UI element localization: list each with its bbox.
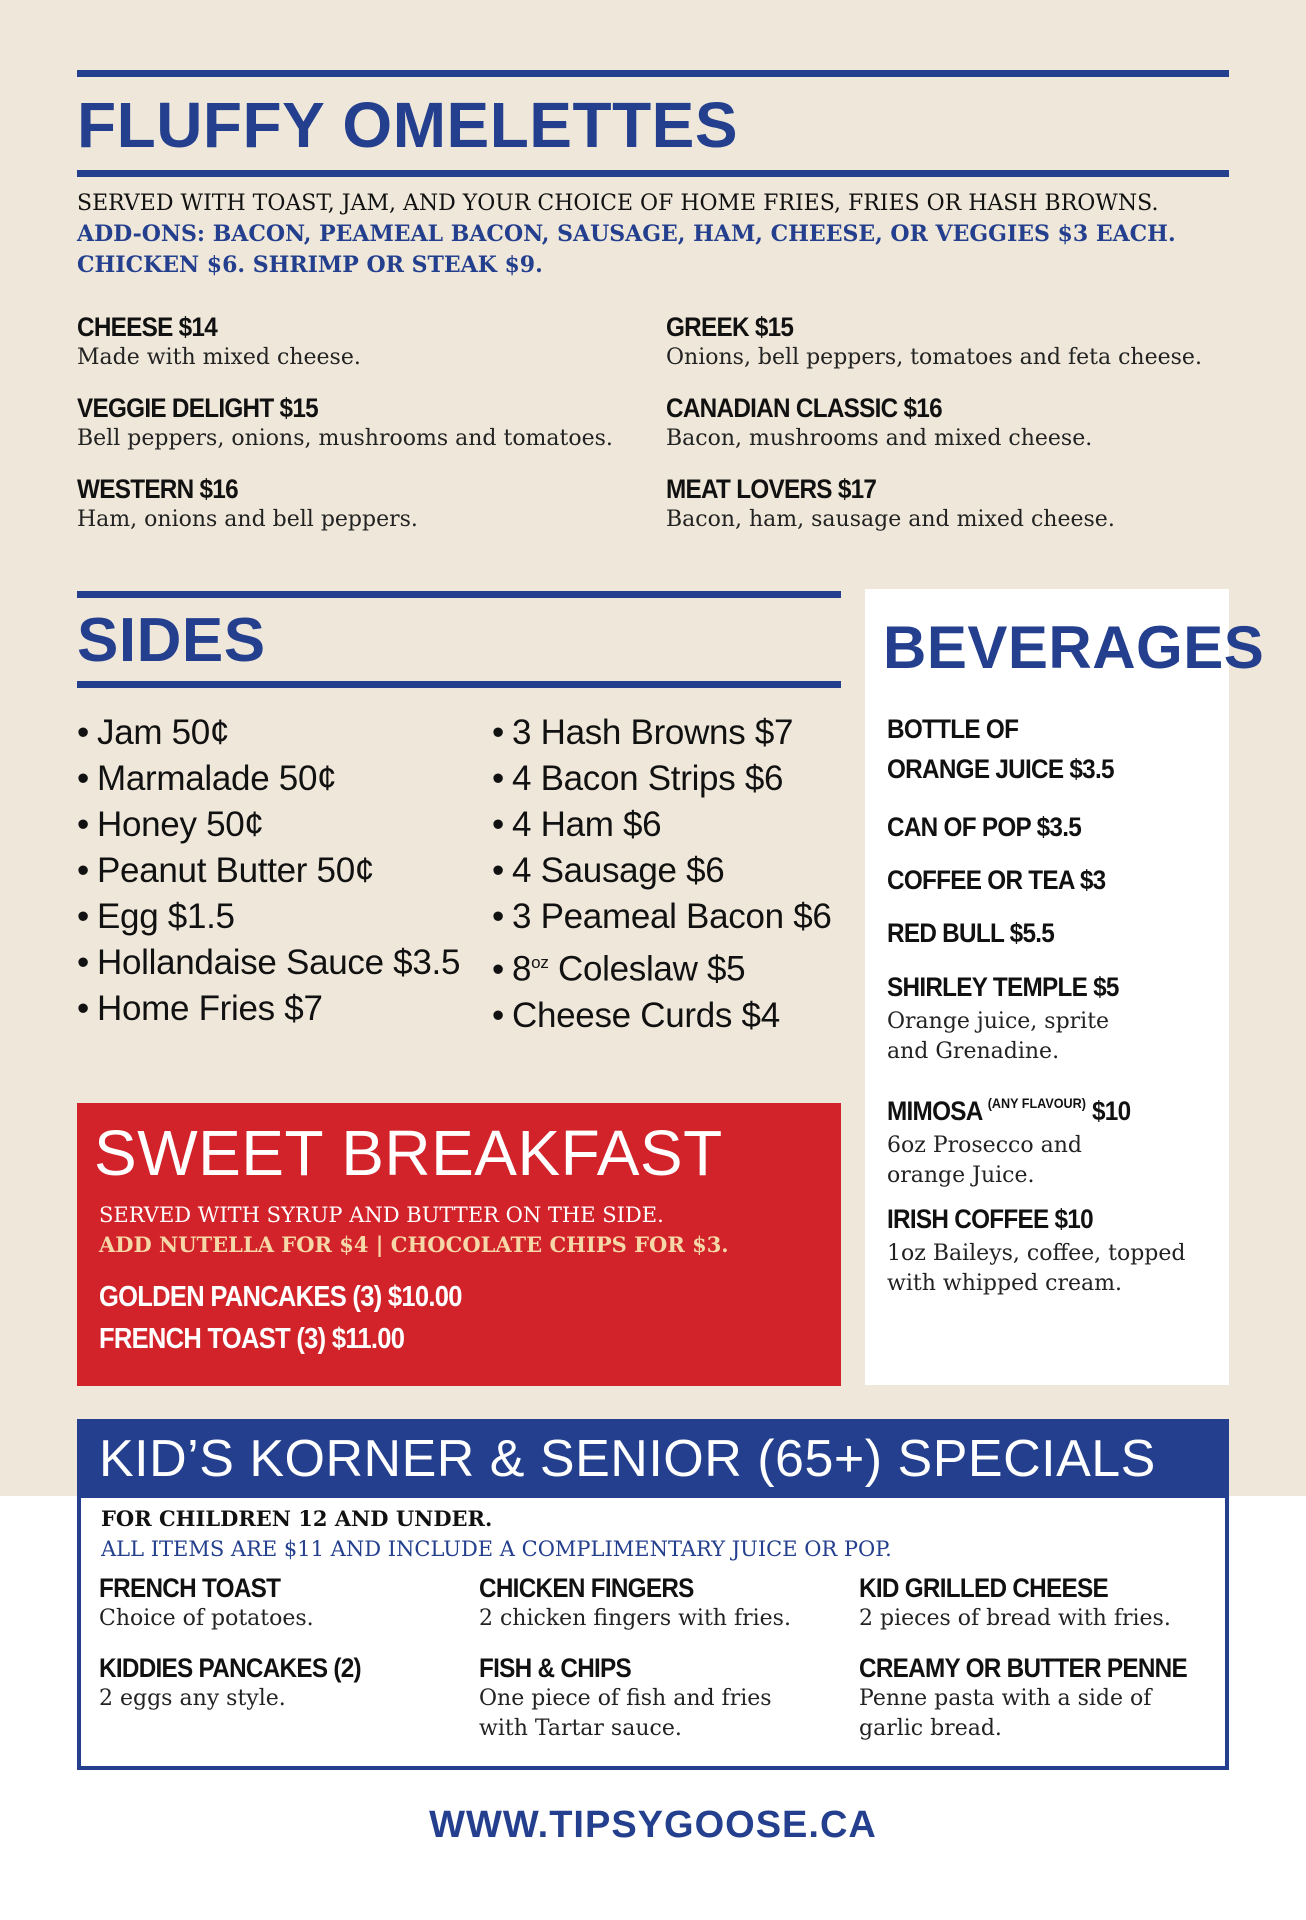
omelette-desc: Bell peppers, onions, mushrooms and tomatoes. xyxy=(77,426,613,451)
omelette-title: CHEESE $14 xyxy=(77,312,218,342)
omelettes-intro xyxy=(77,188,1176,281)
beverage-item xyxy=(887,913,1217,953)
sweet-breakfast-items xyxy=(99,1276,511,1360)
omelettes-rule xyxy=(77,170,1229,177)
side-item: • Jam 50¢ xyxy=(77,713,230,752)
kids-item xyxy=(479,1653,849,1744)
kids-item xyxy=(859,1653,1229,1744)
side-item: • Egg $1.5 xyxy=(77,897,235,936)
beverage-desc: 6oz Prosecco and xyxy=(887,1133,1082,1158)
top-rule xyxy=(77,70,1229,77)
side-item: • Home Fries $7 xyxy=(77,989,323,1028)
beverages-section xyxy=(865,589,1265,1385)
sweet-addons-line: ADD NUTELLA FOR $4 | CHOCOLATE CHIPS FOR $3. xyxy=(99,1232,729,1257)
beverage-item xyxy=(887,709,1217,789)
beverage-item xyxy=(887,967,1217,1067)
omelette-item xyxy=(77,474,657,535)
sweet-breakfast-section xyxy=(77,1103,841,1386)
omelette-desc: Made with mixed cheese. xyxy=(77,345,361,370)
beverage-title: CAN OF POP $3.5 xyxy=(887,812,1082,842)
beverage-title: ORANGE JUICE $3.5 xyxy=(887,754,1114,784)
side-item: • 4 Bacon Strips $6 xyxy=(492,759,784,798)
kids-item-desc: One piece of fish and fries xyxy=(479,1686,772,1711)
kids-item xyxy=(99,1653,469,1714)
sweet-breakfast-heading: SWEET BREAKFAST xyxy=(94,1117,723,1189)
beverage-desc: with whipped cream. xyxy=(887,1271,1122,1296)
sides-top-rule xyxy=(77,591,841,598)
omelette-title: MEAT LOVERS $17 xyxy=(666,474,877,504)
omelette-title: GREEK $15 xyxy=(666,312,794,342)
kids-item-desc: with Tartar sauce. xyxy=(479,1716,682,1741)
omelette-item xyxy=(666,393,1246,454)
omelette-desc: Ham, onions and bell peppers. xyxy=(77,507,418,532)
kids-item-title: CREAMY OR BUTTER PENNE xyxy=(859,1653,1187,1683)
beverage-title: SHIRLEY TEMPLE $5 xyxy=(887,972,1119,1002)
sweet-intro-line: SERVED WITH SYRUP AND BUTTER ON THE SIDE. xyxy=(99,1203,664,1227)
side-item: • Peanut Butter 50¢ xyxy=(77,851,375,890)
kids-heading-bar xyxy=(81,1423,1225,1498)
beverage-title: BOTTLE OF xyxy=(887,714,1019,744)
kids-intro-line: ALL ITEMS ARE $11 AND INCLUDE A COMPLIMENTARY JUICE OR POP. xyxy=(101,1537,892,1561)
beverage-desc: Orange juice, sprite xyxy=(887,1009,1110,1034)
kids-item xyxy=(99,1573,469,1634)
omelette-desc: Onions, bell peppers, tomatoes and feta cheese. xyxy=(666,345,1202,370)
kids-section xyxy=(77,1419,1229,1770)
sides-list-right xyxy=(492,710,832,1039)
sides-heading: SIDES xyxy=(77,606,266,675)
kids-item-desc: 2 pieces of bread with fries. xyxy=(859,1606,1171,1631)
omelettes-heading: FLUFFY OMELETTES xyxy=(77,89,739,161)
kids-intro-line: FOR CHILDREN 12 AND UNDER. xyxy=(101,1506,493,1531)
side-item: • Marmalade 50¢ xyxy=(77,759,337,798)
kids-item-title: FISH & CHIPS xyxy=(479,1653,632,1683)
kids-item-title: KID GRILLED CHEESE xyxy=(859,1573,1108,1603)
omelettes-addons-line: CHICKEN $6. SHRIMP OR STEAK $9. xyxy=(77,252,543,278)
kids-item-desc: Penne pasta with a side of xyxy=(859,1686,1152,1711)
kids-item-desc: Choice of potatoes. xyxy=(99,1606,314,1631)
kids-heading: KID’S KORNER & SENIOR (65+) SPECIALS xyxy=(99,1430,1156,1488)
beverage-desc: orange Juice. xyxy=(887,1163,1035,1188)
kids-item-desc: garlic bread. xyxy=(859,1716,1002,1741)
side-item: • Honey 50¢ xyxy=(77,805,264,844)
kids-item-title: KIDDIES PANCAKES (2) xyxy=(99,1653,361,1683)
side-item: • 3 Hash Browns $7 xyxy=(492,713,794,752)
beverages-heading: BEVERAGES xyxy=(883,614,1265,681)
kids-intro xyxy=(101,1503,892,1565)
sweet-item: FRENCH TOAST (3) $11.00 xyxy=(99,1323,405,1355)
beverage-title: COFFEE OR TEA $3 xyxy=(887,865,1106,895)
sweet-breakfast-intro xyxy=(99,1200,729,1260)
beverage-item xyxy=(887,1199,1217,1299)
sweet-item: GOLDEN PANCAKES (3) $10.00 xyxy=(99,1281,462,1313)
omelettes-intro-line: SERVED WITH TOAST, JAM, AND YOUR CHOICE OF HOME FRIES, FRIES OR HASH BROWNS. xyxy=(77,191,1159,216)
omelettes-addons-line: ADD-ONS: BACON, PEAMEAL BACON, SAUSAGE, HAM, CHEESE, OR VEGGIES $3 EACH. xyxy=(77,221,1176,247)
side-item: • 3 Peameal Bacon $6 xyxy=(492,897,832,936)
kids-item-title: CHICKEN FINGERS xyxy=(479,1573,694,1603)
kids-item-desc: 2 chicken fingers with fries. xyxy=(479,1606,791,1631)
sides-rule xyxy=(77,681,841,688)
beverage-item xyxy=(887,860,1217,900)
beverage-desc: and Grenadine. xyxy=(887,1039,1060,1064)
side-item: • Hollandaise Sauce $3.5 xyxy=(77,943,461,982)
kids-item-title: FRENCH TOAST xyxy=(99,1573,281,1603)
kids-item-desc: 2 eggs any style. xyxy=(99,1686,286,1711)
sides-list-left xyxy=(77,710,460,1032)
beverage-desc: 1oz Baileys, coffee, topped xyxy=(887,1241,1186,1266)
kids-item xyxy=(479,1573,849,1634)
omelette-title: WESTERN $16 xyxy=(77,474,238,504)
side-item: • 4 Ham $6 xyxy=(492,805,662,844)
omelette-item xyxy=(77,312,657,373)
beverage-title: IRISH COFFEE $10 xyxy=(887,1204,1093,1234)
beverage-item xyxy=(887,807,1217,847)
omelette-title: CANADIAN CLASSIC $16 xyxy=(666,393,942,423)
side-item: • 4 Sausage $6 xyxy=(492,851,725,890)
side-item: • Cheese Curds $4 xyxy=(492,995,780,1035)
kids-item xyxy=(859,1573,1229,1634)
beverage-title: MIMOSA $^{(ANY FLAVOUR)}$ $10 xyxy=(887,1095,1131,1126)
omelette-item xyxy=(666,312,1246,373)
omelette-item xyxy=(666,474,1246,535)
beverage-item xyxy=(887,1083,1217,1191)
omelette-desc: Bacon, ham, sausage and mixed cheese. xyxy=(666,507,1115,532)
website-link[interactable]: WWW.TIPSYGOOSE.CA xyxy=(429,1804,877,1846)
beverage-title: RED BULL $5.5 xyxy=(887,918,1055,948)
omelette-title: VEGGIE DELIGHT $15 xyxy=(77,393,318,423)
omelette-desc: Bacon, mushrooms and mixed cheese. xyxy=(666,426,1093,451)
side-item: • $8^{oz}$ Coleslaw $5 xyxy=(492,949,746,989)
omelette-item xyxy=(77,393,657,454)
